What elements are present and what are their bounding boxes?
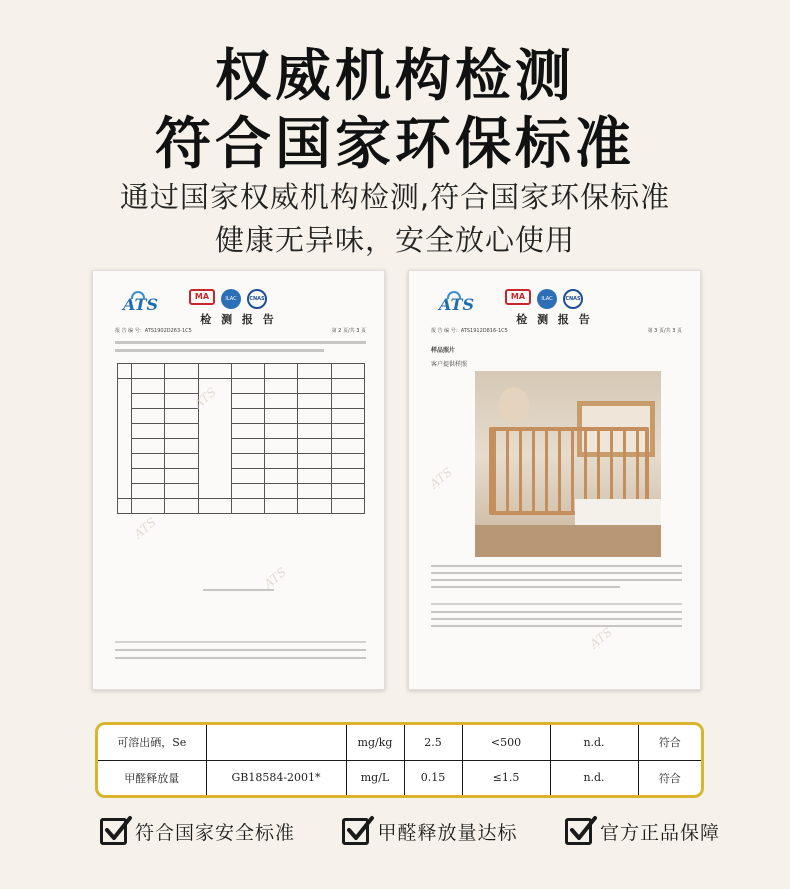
checkbox-icon (565, 818, 592, 845)
feature-label: 官方正品保障 (599, 822, 720, 844)
feature-item (342, 818, 517, 845)
table-row (98, 725, 701, 760)
watermark: ATS (191, 384, 219, 412)
report-title: 检 测 报 告 (200, 313, 277, 326)
watermark: ATS (587, 624, 615, 652)
cma-logo-icon: MA (505, 289, 531, 305)
report-page: 第 2 页/共 3 页 (331, 328, 366, 334)
text-line (431, 618, 682, 620)
table-cell: 符合 (638, 725, 701, 760)
footer-rule (115, 641, 366, 643)
result-table (98, 725, 701, 795)
table-cell: 甲醛释放量 (98, 760, 206, 795)
test-report-page-2 (408, 270, 701, 690)
certification-logos (505, 289, 583, 309)
feature-item (565, 818, 720, 845)
subheadline-line-1: 通过国家权威机构检测,符合国家环保标准 (119, 180, 671, 214)
table-cell: n.d. (550, 725, 638, 760)
ats-logo: ATS (439, 295, 474, 314)
cnas-logo-icon: CNAS (563, 289, 583, 309)
feature-list (100, 818, 720, 845)
table-row (98, 760, 701, 795)
table-cell: ≤1.5 (462, 760, 550, 795)
test-report-page-1 (92, 270, 385, 690)
watermark: ATS (131, 514, 159, 542)
table-cell: 符合 (638, 760, 701, 795)
cma-logo-icon: MA (189, 289, 215, 305)
text-line (431, 579, 682, 581)
text-line (115, 657, 366, 659)
subheadline-line-2: 健康无异味，安全放心使用 (214, 223, 575, 257)
text-line (431, 625, 682, 627)
text-line (431, 565, 682, 567)
text-line (115, 649, 366, 651)
report-results-table (117, 363, 365, 514)
checkbox-icon (342, 818, 369, 845)
text-line (115, 349, 324, 352)
result-strip (95, 722, 704, 798)
report-number-row (431, 327, 682, 334)
text-line (203, 589, 274, 591)
report-page: 第 3 页/共 3 页 (647, 328, 682, 334)
checkbox-icon (100, 818, 127, 845)
feature-label: 甲醛释放量达标 (377, 822, 518, 844)
report-number: 报 告 编 号：ATS1912D816-1C5 (431, 328, 508, 334)
headline-line-1: 权威机构检测 (215, 44, 575, 109)
report-title: 检 测 报 告 (516, 313, 593, 326)
table-cell: mg/L (346, 760, 404, 795)
ilac-logo-icon: ILAC (537, 289, 557, 309)
text-line (431, 611, 682, 613)
footer-rule (431, 603, 682, 605)
ilac-logo-icon: ILAC (221, 289, 241, 309)
table-cell: 0.15 (404, 760, 462, 795)
table-cell: n.d. (550, 760, 638, 795)
ats-logo: ATS (123, 295, 158, 314)
teddy-bear-image (499, 387, 529, 423)
feature-item (100, 818, 295, 845)
watermark: ATS (261, 564, 289, 592)
table-cell: mg/kg (346, 725, 404, 760)
report-number: 报 告 编 号：ATS1902D263-1C5 (115, 328, 192, 334)
feature-label: 符合国家安全标准 (135, 822, 296, 844)
report-number-row (115, 327, 366, 334)
cnas-logo-icon: CNAS (247, 289, 267, 309)
table-cell: 可溶出硒，Se (98, 725, 206, 760)
sample-photo-bed (475, 371, 661, 557)
headline-line-2: 符合国家环保标准 (155, 112, 635, 177)
certification-logos (189, 289, 267, 309)
floor-image (475, 525, 661, 557)
text-line (431, 572, 682, 574)
table-cell: 2.5 (404, 725, 462, 760)
table-cell: <500 (462, 725, 550, 760)
table-cell: GB18584-2001* (206, 760, 346, 795)
text-line (115, 341, 366, 344)
photo-section-label: 样品照片 (431, 347, 456, 354)
table-cell (206, 725, 346, 760)
watermark: ATS (427, 464, 455, 492)
photo-caption: 客户提供样照 (431, 361, 468, 368)
text-line (431, 586, 620, 588)
